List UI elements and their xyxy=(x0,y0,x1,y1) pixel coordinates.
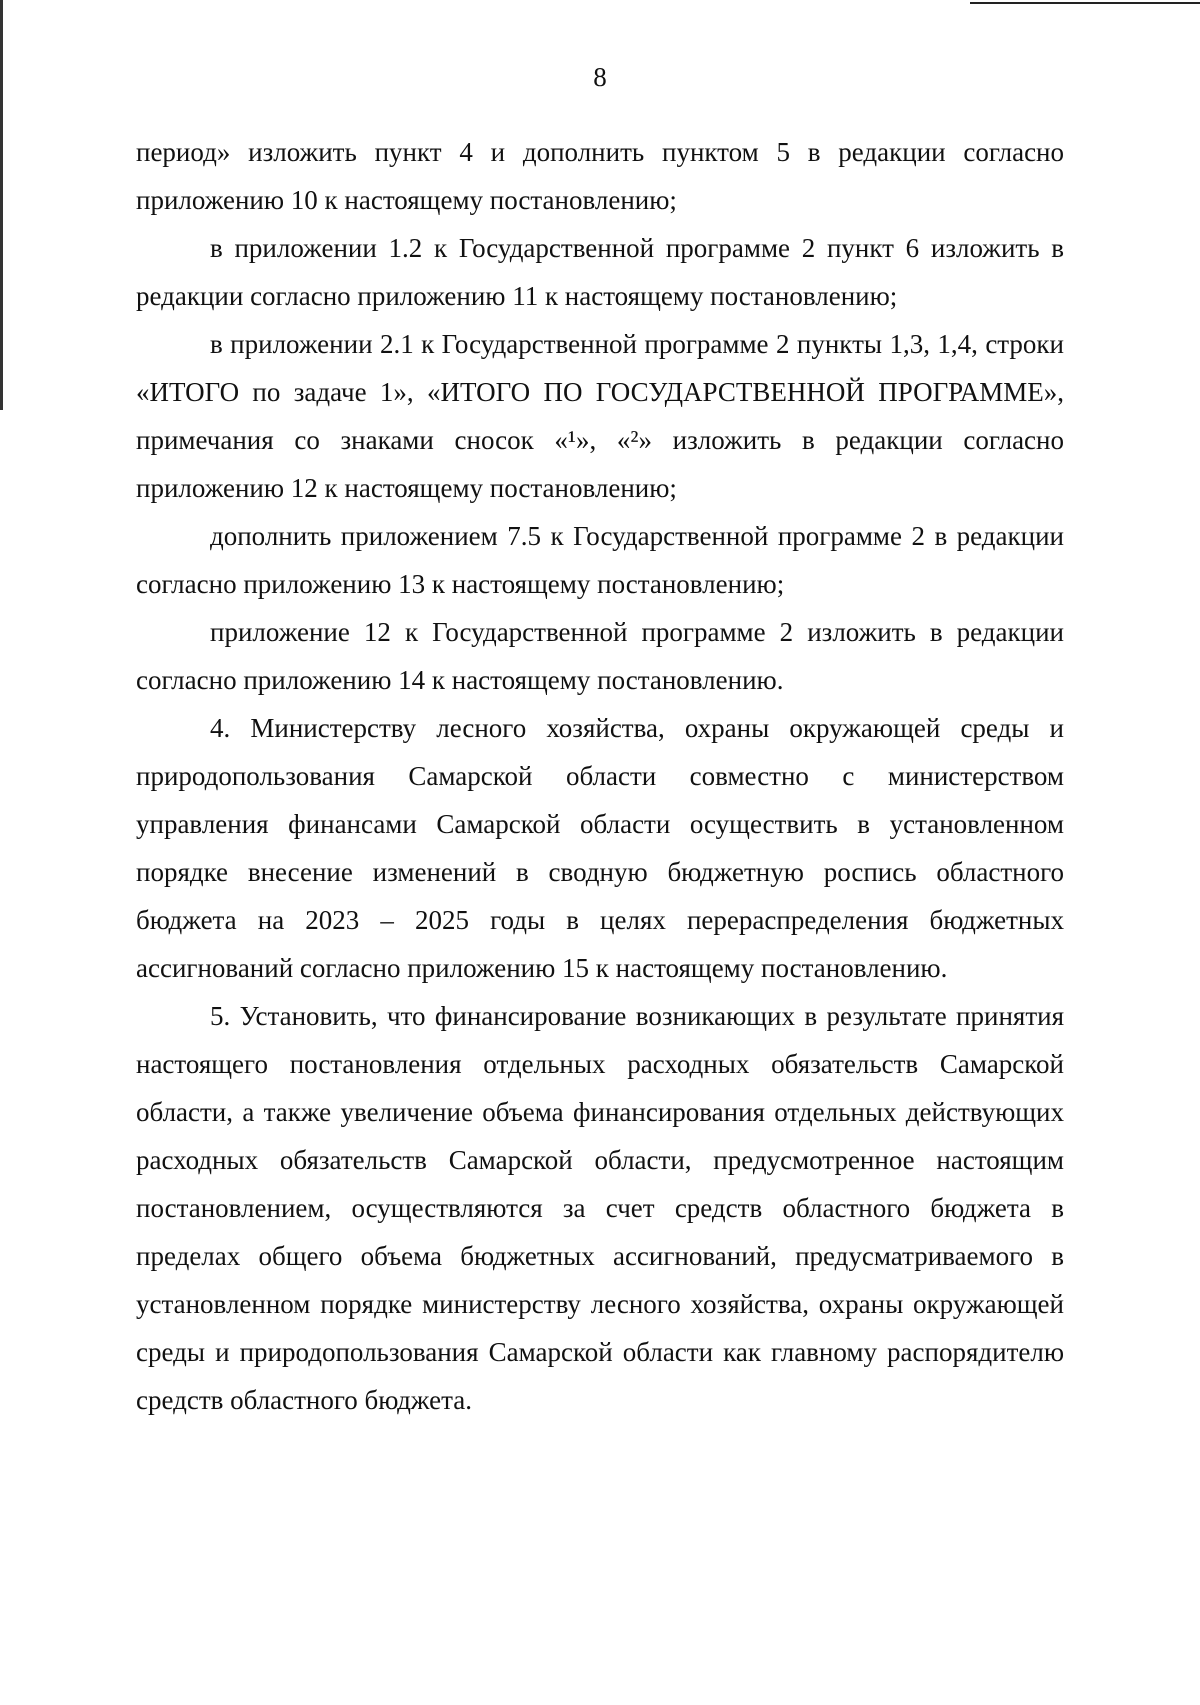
paragraph-appendix-2-1: в приложении 2.1 к Государственной программе 2 пункты 1,3, 1,4, строки «ИТОГО по задаче 1», «ИТОГО ПО ГОСУДАРСТВЕННОЙ ПРОГРАММЕ», примечания со знаками сносок «¹», «²» изложить в редакции согласно приложению 12 к настоящему постановлению; xyxy=(136,329,1064,503)
paragraph-item-4: 4. Министерству лесного хозяйства, охраны окружающей среды и природопользования Самарской области совместно с министерством управления финансами Самарской области осуществить в установленном порядке внесение изменений в сводную бюджетную роспись областного бюджета на 2023 – 2025 годы в целях перераспределения бюджетных ассигнований согласно приложению 15 к настоящему постановлению. xyxy=(136,713,1064,983)
scan-edge-mark-top xyxy=(970,2,1200,4)
paragraph-appendix-7-5: дополнить приложением 7.5 к Государственной программе 2 в редакции согласно приложению 13 к настоящему постановлению; xyxy=(136,521,1064,599)
paragraph-appendix-12: приложение 12 к Государственной программе 2 изложить в редакции согласно приложению 14 к настоящему постановлению. xyxy=(136,617,1064,695)
paragraph-appendix-1-2: в приложении 1.2 к Государственной программе 2 пункт 6 изложить в редакции согласно приложению 11 к настоящему постановлению; xyxy=(136,233,1064,311)
page-number: 8 xyxy=(593,62,607,92)
paragraph-item-5: 5. Установить, что финансирование возникающих в результате принятия настоящего постановления отдельных расходных обязательств Самарской области, а также увеличение объема финансирования отдельных действующих расходных обязательств Самарской области, предусмотренное настоящим постановлением, осуществляются за счет средств областного бюджета в пределах общего объема бюджетных ассигнований, предусматриваемого в установленном порядке министерству лесного хозяйства, охраны окружающей среды и природопользования Самарской области как главному распорядителю средств областного бюджета. xyxy=(136,1001,1064,1415)
document-body xyxy=(136,128,1064,1424)
paragraph-continuation: период» изложить пункт 4 и дополнить пунктом 5 в редакции согласно приложению 10 к настоящему постановлению; xyxy=(136,137,1064,215)
